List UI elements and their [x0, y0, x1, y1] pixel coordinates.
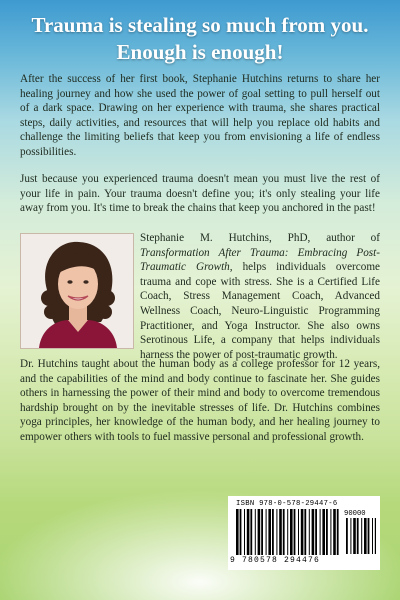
barcode-number: 9 780578 294476 [230, 556, 321, 565]
author-bio-lead: Stephanie M. Hutchins, PhD, author of [140, 232, 380, 244]
author-book-title: Transformation After Trauma: Embracing Post-Traumatic Growth, [140, 246, 380, 274]
pain-paragraph: Just because you experienced trauma doesn't mean you must live the rest of your life in pain. Your trauma doesn't define you; it's only stealing your life away from you. It's time to break the chains that keep you anchored in the past! [20, 173, 380, 215]
author-bio-rest: helps individuals overcome trauma and cope with stress. She is a Certified Life Coach, Stress Management Coach, Advanced Wellness Coach, Neuro-Linguistic Programming Practitioner, and Yoga Instructor. She also owns Serotinous Life, a company that helps individuals harness the power of post-traumatic growth. [140, 261, 380, 361]
author-photo [20, 233, 134, 349]
barcode [228, 496, 380, 570]
barcode-bars [236, 509, 340, 555]
headline [0, 12, 400, 66]
isbn-label: ISBN 978-0-578-29447-6 [236, 500, 338, 508]
barcode-addon-bars [346, 518, 376, 554]
headline-line-1: Trauma is stealing so much from you. [31, 13, 369, 37]
author-bio [140, 231, 380, 362]
intro-paragraph: After the success of her first book, Stephanie Hutchins returns to share her healing journey and how she used the power of goal setting to pull herself out of a dark space. Drawing on her experience with trauma, she shares practical steps, daily activities, and resources that will help you replace old habits and challenge the limiting beliefs that keep you from envisioning a life of endless possibilities. [20, 73, 380, 158]
teaching-paragraph: Dr. Hutchins taught about the human body as a college professor for 12 years, and the capabilities of the mind and body continue to fascinate her. She guides others in harnessing the power of their mind and body to overcome tremendous hardship brought on by the inevitable stresses of life. Dr. Hutchins combines yoga principles, her knowledge of the human body, and her healing journey to empower others with tools to fuel massive personal and professional growth. [20, 358, 380, 443]
barcode-addon-label: 90000 [344, 510, 366, 518]
headline-line-2: Enough is enough! [116, 40, 284, 64]
